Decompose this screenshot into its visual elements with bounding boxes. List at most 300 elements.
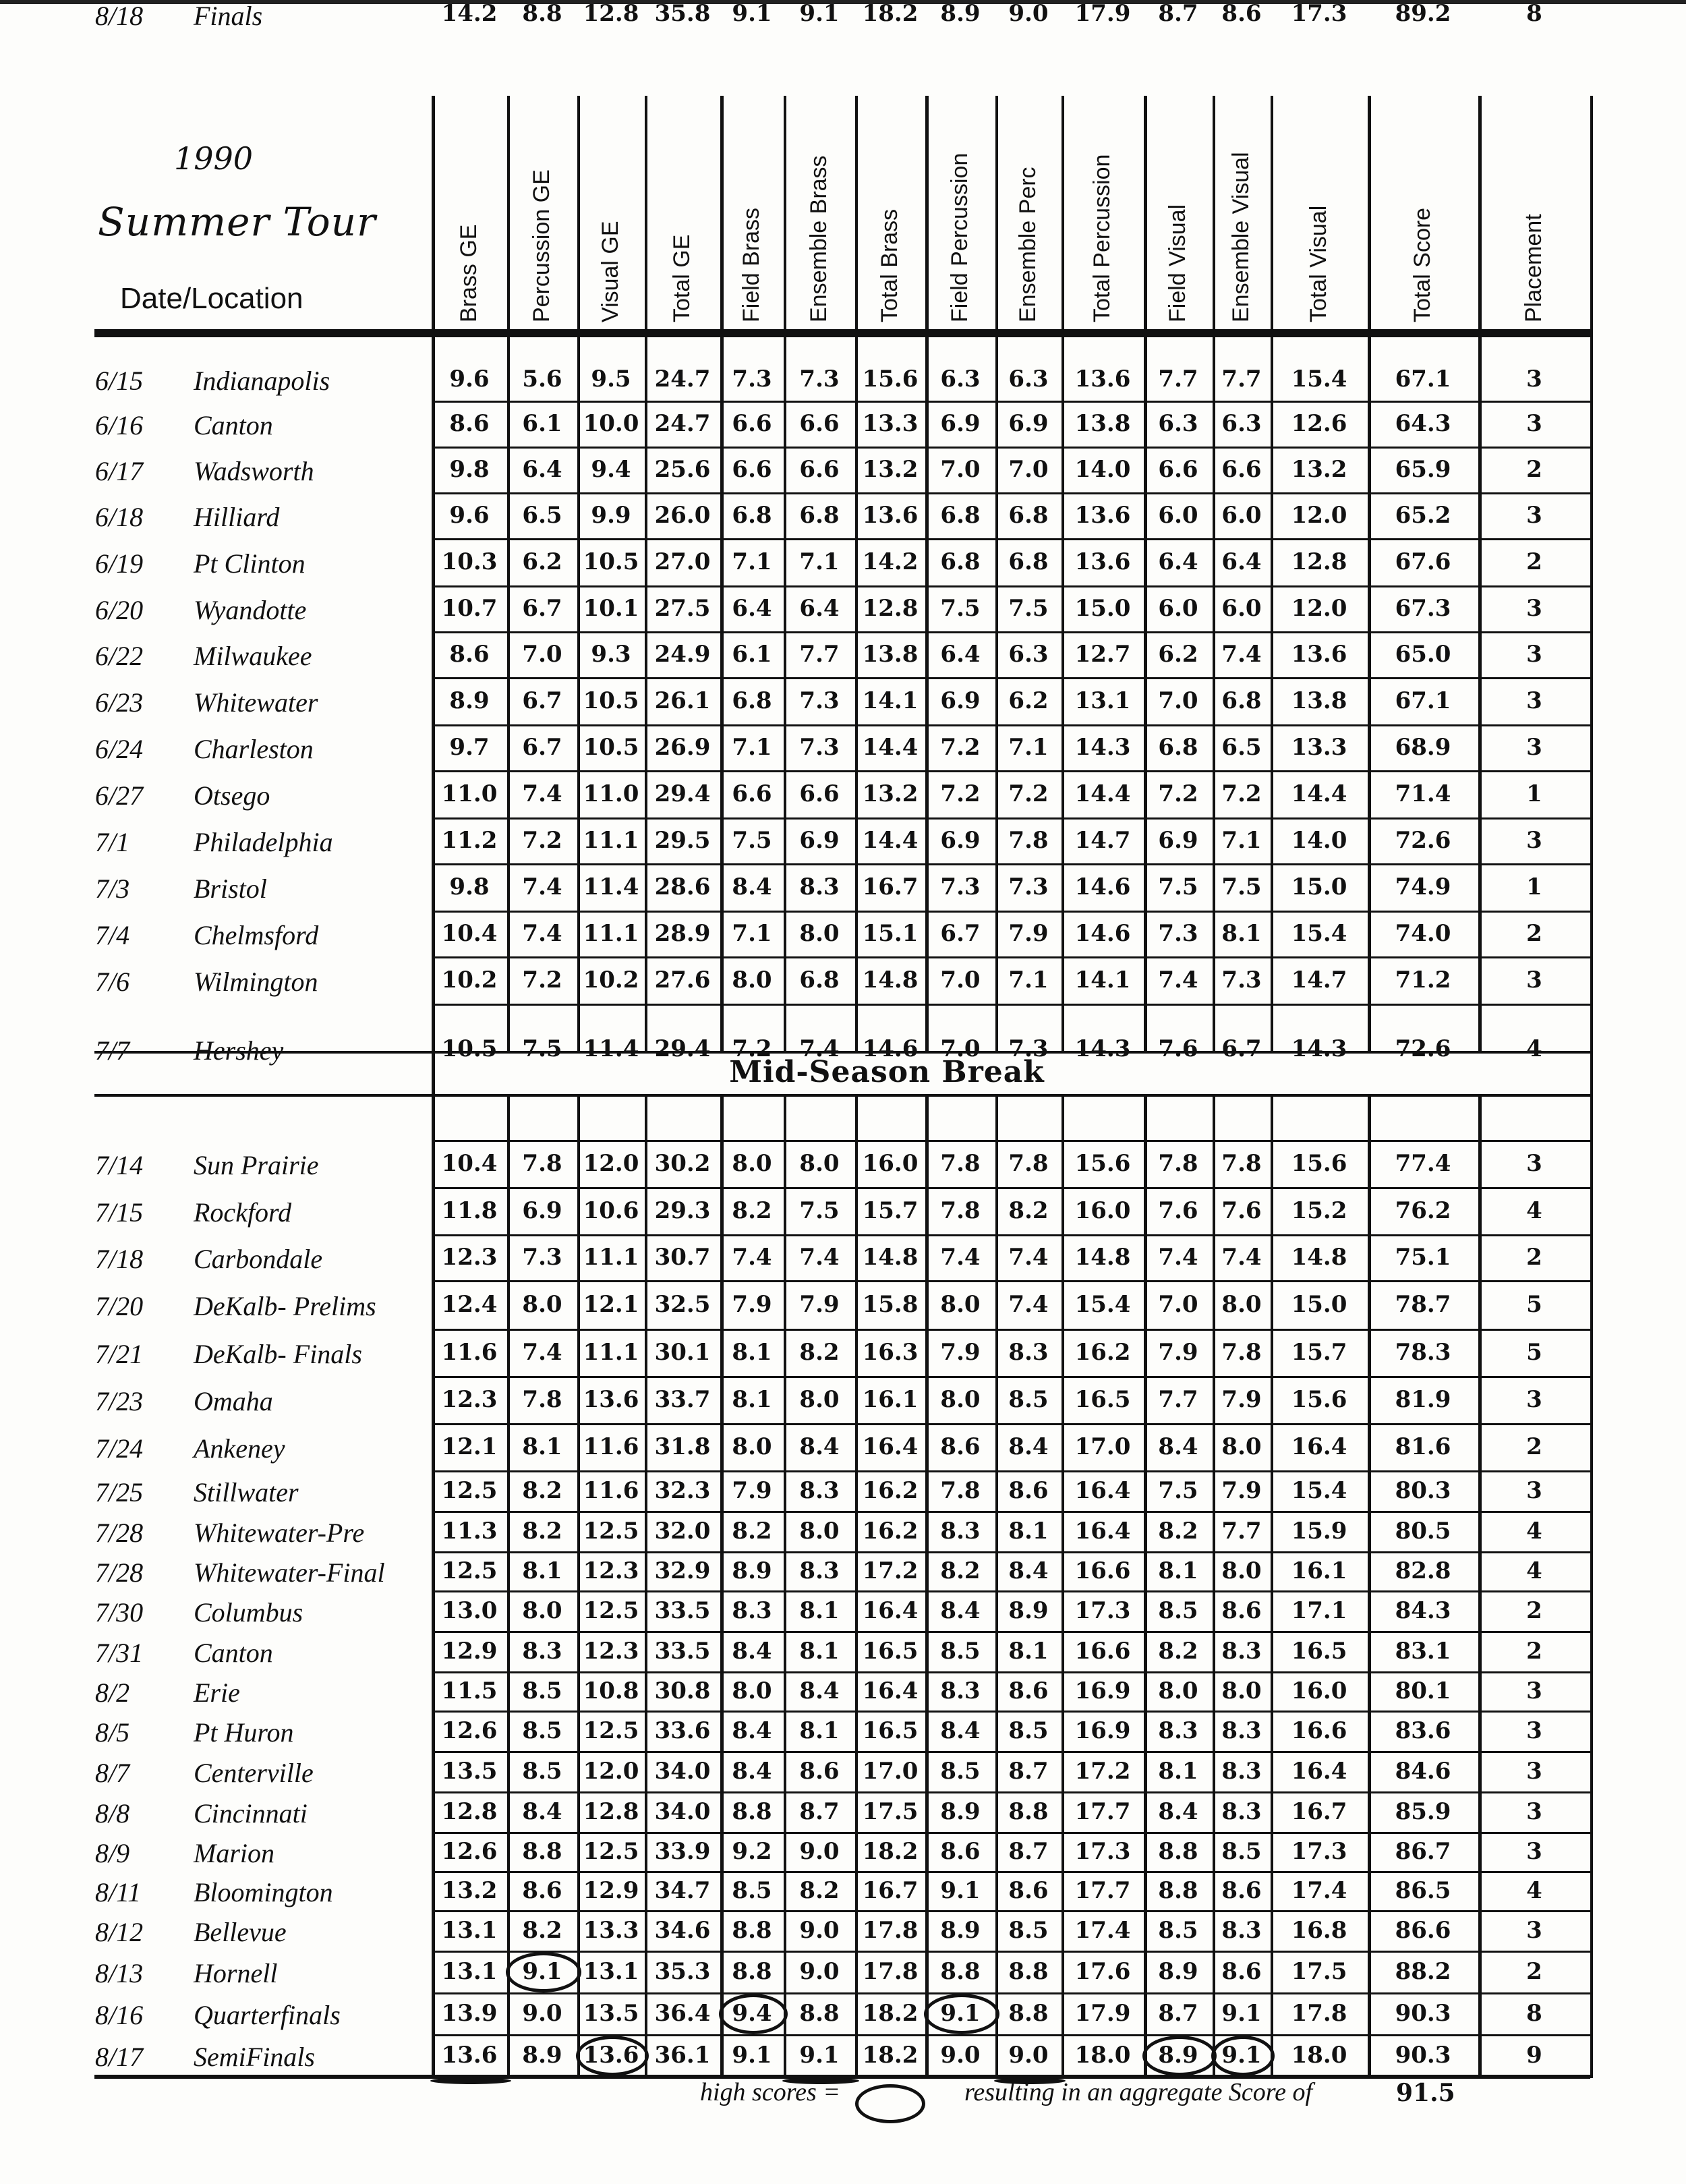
score-cell: 11.1	[583, 920, 639, 947]
score-cell: 8.6	[522, 1877, 562, 1904]
column-header: Total Visual	[1306, 205, 1331, 322]
score-cell: 14.8	[1291, 1244, 1347, 1271]
row-date: 7/3	[95, 873, 130, 904]
row-location: Marion	[194, 1838, 274, 1868]
score-cell: 67.1	[1395, 687, 1451, 714]
score-cell: 7.9	[799, 1291, 840, 1318]
row-divider	[432, 1631, 1593, 1633]
score-cell: 16.5	[1291, 1638, 1347, 1665]
score-cell: 4	[1526, 1557, 1542, 1584]
score-cell: 5	[1526, 1291, 1542, 1318]
row-location: Whitewater-Pre	[194, 1518, 365, 1548]
column-header: Percussion GE	[529, 169, 554, 322]
score-cell: 9.9	[591, 502, 631, 529]
score-cell: 10.4	[441, 920, 498, 947]
score-cell: 7.6	[1221, 1197, 1262, 1224]
score-cell: 7.8	[522, 1150, 562, 1177]
score-cell: 8.8	[1158, 1838, 1198, 1865]
row-date: 6/23	[95, 687, 144, 718]
row-location: Canton	[194, 1638, 273, 1668]
score-cell: 7.4	[522, 920, 562, 947]
high-score-circle	[1142, 2036, 1217, 2076]
row-date: 7/6	[95, 967, 130, 997]
score-cell: 17.3	[1291, 1838, 1347, 1865]
row-divider	[432, 1470, 1593, 1472]
row-divider	[432, 1234, 1593, 1236]
row-divider	[432, 1711, 1593, 1713]
score-cell: 17.9	[1074, 0, 1131, 27]
score-cell: 71.2	[1395, 967, 1451, 994]
score-cell: 8.6	[1221, 1958, 1262, 1985]
score-cell: 10.2	[441, 967, 498, 994]
score-cell: 9.0	[522, 2000, 562, 2027]
row-divider	[432, 1329, 1593, 1331]
row-location: Otsego	[194, 780, 270, 811]
score-cell: 10.5	[441, 1035, 498, 1062]
score-cell: 13.6	[1074, 366, 1131, 393]
score-cell: 9.8	[449, 456, 490, 483]
score-cell: 10.6	[583, 1197, 639, 1224]
score-cell: 15.6	[1291, 1150, 1347, 1177]
score-cell: 8.2	[1158, 1638, 1198, 1665]
score-cell: 6.2	[1158, 641, 1198, 668]
score-cell: 6.9	[1008, 410, 1049, 437]
score-cell: 15.6	[1074, 1150, 1131, 1177]
score-cell: 7.8	[522, 1386, 562, 1413]
row-divider	[432, 770, 1593, 772]
score-cell: 12.1	[441, 1433, 498, 1460]
score-cell: 7.0	[1158, 687, 1198, 714]
score-cell: 9	[1526, 2042, 1542, 2069]
score-cell: 6.7	[522, 595, 562, 622]
score-cell: 3	[1526, 967, 1542, 994]
score-cell: 11.6	[441, 1339, 498, 1366]
score-cell: 16.2	[862, 1518, 919, 1545]
score-cell: 15.6	[1291, 1386, 1347, 1413]
score-cell: 12.8	[862, 595, 919, 622]
score-cell: 9.0	[799, 1838, 840, 1865]
row-divider	[432, 724, 1593, 726]
score-cell: 8.0	[799, 1386, 840, 1413]
score-cell: 8.2	[799, 1339, 840, 1366]
score-cell: 17.9	[1074, 2000, 1131, 2027]
row-location: Wyandotte	[194, 595, 307, 625]
row-divider	[432, 1004, 1593, 1006]
row-location: Carbondale	[194, 1244, 323, 1274]
score-cell: 8.5	[522, 1717, 562, 1744]
row-divider	[432, 1671, 1593, 1673]
score-cell: 86.5	[1395, 1877, 1451, 1904]
score-cell: 72.6	[1395, 827, 1451, 854]
score-cell: 17.6	[1074, 1958, 1131, 1985]
score-cell: 15.2	[1291, 1197, 1347, 1224]
score-cell: 6.4	[522, 456, 562, 483]
score-cell: 24.9	[654, 641, 711, 668]
score-cell: 29.4	[654, 1035, 711, 1062]
score-cell: 15.6	[862, 366, 919, 393]
score-cell: 9.7	[449, 734, 490, 761]
score-cell: 29.4	[654, 780, 711, 807]
score-cell: 8.0	[940, 1291, 981, 1318]
score-cell: 27.0	[654, 548, 711, 575]
score-cell: 90.3	[1395, 2000, 1451, 2027]
score-cell: 8.4	[1008, 1433, 1049, 1460]
score-cell: 8.8	[522, 1838, 562, 1865]
score-cell: 5.6	[522, 366, 562, 393]
score-cell: 12.9	[441, 1638, 498, 1665]
score-cell: 8.6	[940, 1838, 981, 1865]
score-cell: 8.8	[732, 1798, 772, 1825]
score-cell: 33.5	[654, 1638, 711, 1665]
score-cell: 2	[1526, 1244, 1542, 1271]
score-cell: 6.3	[1008, 641, 1049, 668]
score-cell: 9.1	[799, 2042, 840, 2069]
score-cell: 15.4	[1074, 1291, 1131, 1318]
score-cell: 8.5	[522, 1758, 562, 1785]
score-cell: 7.4	[940, 1244, 981, 1271]
score-cell: 7.5	[799, 1197, 840, 1224]
score-cell: 16.4	[1291, 1758, 1347, 1785]
score-cell: 14.1	[1074, 967, 1131, 994]
score-cell: 12.0	[583, 1150, 639, 1177]
score-cell: 6.8	[940, 548, 981, 575]
score-cell: 10.3	[441, 548, 498, 575]
score-cell: 8.6	[1008, 1677, 1049, 1704]
score-cell: 13.1	[583, 1958, 639, 1985]
score-cell: 15.8	[862, 1291, 919, 1318]
high-score-circle	[924, 1994, 999, 2034]
score-cell: 29.5	[654, 827, 711, 854]
row-divider	[432, 585, 1593, 587]
score-cell: 17.5	[1291, 1958, 1347, 1985]
score-cell: 36.1	[654, 2042, 711, 2069]
score-cell: 6.9	[522, 1197, 562, 1224]
score-cell: 12.3	[583, 1557, 639, 1584]
score-cell: 7.3	[1008, 1035, 1049, 1062]
score-cell: 16.4	[1291, 1433, 1347, 1460]
score-cell: 16.6	[1074, 1557, 1131, 1584]
score-cell: 6.5	[1221, 734, 1262, 761]
score-cell: 8.4	[1158, 1433, 1198, 1460]
score-cell: 8.0	[799, 920, 840, 947]
row-location: Bristol	[194, 873, 267, 904]
score-cell: 8.5	[1008, 1717, 1049, 1744]
score-cell: 11.8	[441, 1197, 498, 1224]
score-cell: 14.4	[1074, 780, 1131, 807]
score-cell: 8.1	[1221, 920, 1262, 947]
score-cell: 12.5	[583, 1838, 639, 1865]
score-cell: 6.8	[1008, 548, 1049, 575]
score-cell: 8.0	[732, 1677, 772, 1704]
score-cell: 6.2	[1008, 687, 1049, 714]
score-cell: 33.5	[654, 1597, 711, 1624]
score-cell: 6.8	[732, 687, 772, 714]
score-cell: 75.1	[1395, 1244, 1451, 1271]
score-cell: 3	[1526, 827, 1542, 854]
score-cell: 16.6	[1291, 1717, 1347, 1744]
score-cell: 77.4	[1395, 1150, 1451, 1177]
score-cell: 9.6	[449, 502, 490, 529]
score-cell: 10.5	[583, 734, 639, 761]
score-cell: 90.3	[1395, 2042, 1451, 2069]
score-cell: 18.2	[862, 1838, 919, 1865]
row-location: Ankeney	[194, 1433, 285, 1464]
score-cell: 7.4	[1158, 1244, 1198, 1271]
score-cell: 6.8	[799, 502, 840, 529]
score-cell: 16.4	[862, 1433, 919, 1460]
score-cell: 33.6	[654, 1717, 711, 1744]
score-cell: 6.0	[1221, 595, 1262, 622]
score-cell: 8.6	[1008, 1877, 1049, 1904]
date-location-label: Date/Location	[120, 282, 303, 315]
score-cell: 7.4	[799, 1244, 840, 1271]
score-cell: 8.0	[1221, 1291, 1262, 1318]
row-date: 6/20	[95, 595, 144, 625]
score-cell: 30.8	[654, 1677, 711, 1704]
score-cell: 17.3	[1074, 1597, 1131, 1624]
score-cell: 7.3	[799, 366, 840, 393]
score-cell: 16.7	[1291, 1798, 1347, 1825]
score-cell: 6.3	[940, 366, 981, 393]
score-cell: 7.2	[522, 967, 562, 994]
score-cell: 14.8	[1074, 1244, 1131, 1271]
score-cell: 7.4	[522, 873, 562, 900]
score-cell: 24.7	[654, 366, 711, 393]
score-cell: 3	[1526, 1717, 1542, 1744]
score-cell: 8.2	[940, 1557, 981, 1584]
score-cell: 15.7	[862, 1197, 919, 1224]
row-location: Centerville	[194, 1758, 314, 1788]
score-cell: 16.3	[862, 1339, 919, 1366]
score-cell: 13.8	[1074, 410, 1131, 437]
row-date: 6/19	[95, 548, 144, 579]
score-cell: 8.1	[522, 1557, 562, 1584]
score-cell: 8.6	[940, 1433, 981, 1460]
score-cell: 7.2	[522, 827, 562, 854]
score-cell: 6.6	[732, 456, 772, 483]
score-cell: 7.8	[940, 1197, 981, 1224]
score-cell: 6.7	[522, 687, 562, 714]
score-cell: 8.8	[940, 1958, 981, 1985]
row-date: 7/14	[95, 1150, 144, 1180]
score-cell: 7.4	[522, 780, 562, 807]
score-cell: 13.0	[441, 1597, 498, 1624]
score-cell: 8.4	[732, 1758, 772, 1785]
score-cell: 8.4	[940, 1597, 981, 1624]
score-cell: 16.0	[862, 1150, 919, 1177]
score-cell: 11.1	[583, 1244, 639, 1271]
score-cell: 6.4	[940, 641, 981, 668]
score-cell: 13.1	[441, 1958, 498, 1985]
score-cell: 14.3	[1074, 734, 1131, 761]
row-location: Finals	[194, 1, 263, 31]
score-cell: 12.3	[441, 1244, 498, 1271]
score-cell: 8.0	[732, 967, 772, 994]
score-cell: 84.3	[1395, 1597, 1451, 1624]
score-cell: 8.3	[799, 1557, 840, 1584]
score-cell: 17.0	[1074, 1433, 1131, 1460]
score-cell: 7.7	[1221, 1518, 1262, 1545]
row-location: Chelmsford	[194, 920, 319, 950]
score-cell: 3	[1526, 502, 1542, 529]
score-cell: 7.0	[940, 1035, 981, 1062]
score-cell: 14.0	[1074, 456, 1131, 483]
score-cell: 7.5	[1221, 873, 1262, 900]
score-cell: 6.8	[732, 502, 772, 529]
score-cell: 13.5	[441, 1758, 498, 1785]
score-cell: 8.2	[522, 1477, 562, 1504]
score-cell: 34.7	[654, 1877, 711, 1904]
score-cell: 14.4	[862, 734, 919, 761]
score-cell: 2	[1526, 920, 1542, 947]
score-cell: 8.5	[1158, 1917, 1198, 1944]
score-cell: 8.5	[940, 1758, 981, 1785]
score-cell: 9.1	[732, 2042, 772, 2069]
score-cell: 2	[1526, 1638, 1542, 1665]
score-cell: 8.9	[522, 2042, 562, 2069]
score-cell: 14.0	[1291, 827, 1347, 854]
score-cell: 7.9	[1221, 1386, 1262, 1413]
row-location: Bellevue	[194, 1917, 287, 1947]
score-cell: 12.8	[583, 1798, 639, 1825]
score-cell: 8.3	[1158, 1717, 1198, 1744]
score-cell: 3	[1526, 1677, 1542, 1704]
tour-title: Summer Tour	[98, 199, 376, 245]
score-cell: 14.6	[1074, 873, 1131, 900]
score-cell: 3	[1526, 595, 1542, 622]
score-cell: 8.3	[1221, 1638, 1262, 1665]
score-cell: 26.0	[654, 502, 711, 529]
aggregate-score: 91.5	[1396, 2079, 1455, 2107]
high-score-circle	[430, 2077, 511, 2084]
score-cell: 3	[1526, 641, 1542, 668]
score-cell: 12.8	[583, 0, 639, 27]
score-cell: 2	[1526, 1597, 1542, 1624]
score-cell: 7.3	[1008, 873, 1049, 900]
score-cell: 81.6	[1395, 1433, 1451, 1460]
score-cell: 8.0	[1221, 1557, 1262, 1584]
score-cell: 65.9	[1395, 456, 1451, 483]
score-cell: 8.4	[799, 1433, 840, 1460]
score-cell: 8.9	[1158, 2042, 1198, 2069]
score-cell: 12.5	[583, 1518, 639, 1545]
score-cell: 6.6	[732, 410, 772, 437]
score-cell: 7.5	[732, 827, 772, 854]
score-cell: 8.9	[940, 1917, 981, 1944]
score-cell: 35.8	[654, 0, 711, 27]
score-cell: 8.6	[799, 1758, 840, 1785]
score-cell: 17.4	[1291, 1877, 1347, 1904]
score-cell: 7.8	[1008, 827, 1049, 854]
score-cell: 34.0	[654, 1798, 711, 1825]
score-cell: 67.1	[1395, 366, 1451, 393]
score-cell: 13.6	[441, 2042, 498, 2069]
score-cell: 14.8	[862, 1244, 919, 1271]
score-cell: 8.4	[940, 1717, 981, 1744]
row-date: 6/18	[95, 502, 144, 532]
score-cell: 15.4	[1291, 1477, 1347, 1504]
score-cell: 8.4	[1158, 1798, 1198, 1825]
score-cell: 8.2	[1158, 1518, 1198, 1545]
row-location: Whitewater	[194, 687, 318, 718]
score-cell: 3	[1526, 1917, 1542, 1944]
score-cell: 11.2	[441, 827, 498, 854]
score-cell: 33.7	[654, 1386, 711, 1413]
score-cell: 6.8	[1008, 502, 1049, 529]
score-cell: 14.2	[862, 548, 919, 575]
score-cell: 72.6	[1395, 1035, 1451, 1062]
score-cell: 9.1	[799, 0, 840, 27]
score-cell: 24.7	[654, 410, 711, 437]
score-cell: 16.6	[1074, 1638, 1131, 1665]
score-cell: 10.5	[583, 687, 639, 714]
high-score-circle	[1211, 2036, 1275, 2076]
score-cell: 6.6	[799, 456, 840, 483]
row-location: Sun Prairie	[194, 1150, 319, 1180]
score-cell: 13.2	[862, 456, 919, 483]
score-cell: 82.8	[1395, 1557, 1451, 1584]
score-cell: 7.8	[1158, 1150, 1198, 1177]
score-cell: 12.6	[441, 1717, 498, 1744]
score-cell: 14.7	[1074, 827, 1131, 854]
score-cell: 14.7	[1291, 967, 1347, 994]
score-cell: 7.6	[1158, 1197, 1198, 1224]
row-date: 6/27	[95, 780, 144, 811]
score-cell: 12.5	[441, 1477, 498, 1504]
row-location: Charleston	[194, 734, 314, 764]
high-score-circle	[719, 1994, 788, 2034]
row-divider	[432, 1910, 1593, 1912]
score-cell: 7.3	[799, 687, 840, 714]
score-cell: 10.0	[583, 410, 639, 437]
row-date: 7/18	[95, 1244, 144, 1274]
score-cell: 7.9	[940, 1339, 981, 1366]
score-cell: 7.3	[940, 873, 981, 900]
score-cell: 9.1	[732, 0, 772, 27]
score-cell: 8.0	[940, 1386, 981, 1413]
score-cell: 7.9	[732, 1291, 772, 1318]
score-cell: 12.9	[583, 1877, 639, 1904]
score-cell: 8.2	[522, 1518, 562, 1545]
score-cell: 17.7	[1074, 1877, 1131, 1904]
score-cell: 8.3	[1221, 1798, 1262, 1825]
score-cell: 11.4	[583, 1035, 639, 1062]
score-cell: 7.1	[732, 920, 772, 947]
score-cell: 18.2	[862, 2000, 919, 2027]
column-header: Ensemble Visual	[1228, 152, 1254, 322]
score-cell: 86.7	[1395, 1838, 1451, 1865]
row-date: 7/15	[95, 1197, 144, 1228]
score-cell: 8.0	[732, 1150, 772, 1177]
score-cell: 8.0	[732, 1433, 772, 1460]
row-divider	[432, 1551, 1593, 1553]
score-cell: 14.6	[862, 1035, 919, 1062]
score-cell: 7.3	[1221, 967, 1262, 994]
score-cell: 14.8	[862, 967, 919, 994]
score-cell: 6.7	[940, 920, 981, 947]
score-cell: 8.9	[940, 1798, 981, 1825]
row-date: 7/28	[95, 1557, 144, 1588]
score-cell: 17.5	[862, 1798, 919, 1825]
score-cell: 10.1	[583, 595, 639, 622]
score-cell: 10.2	[583, 967, 639, 994]
score-cell: 3	[1526, 734, 1542, 761]
score-cell: 15.4	[1291, 920, 1347, 947]
score-cell: 12.0	[1291, 595, 1347, 622]
score-cell: 6.4	[732, 595, 772, 622]
score-cell: 3	[1526, 1150, 1542, 1177]
score-cell: 8.5	[1008, 1386, 1049, 1413]
